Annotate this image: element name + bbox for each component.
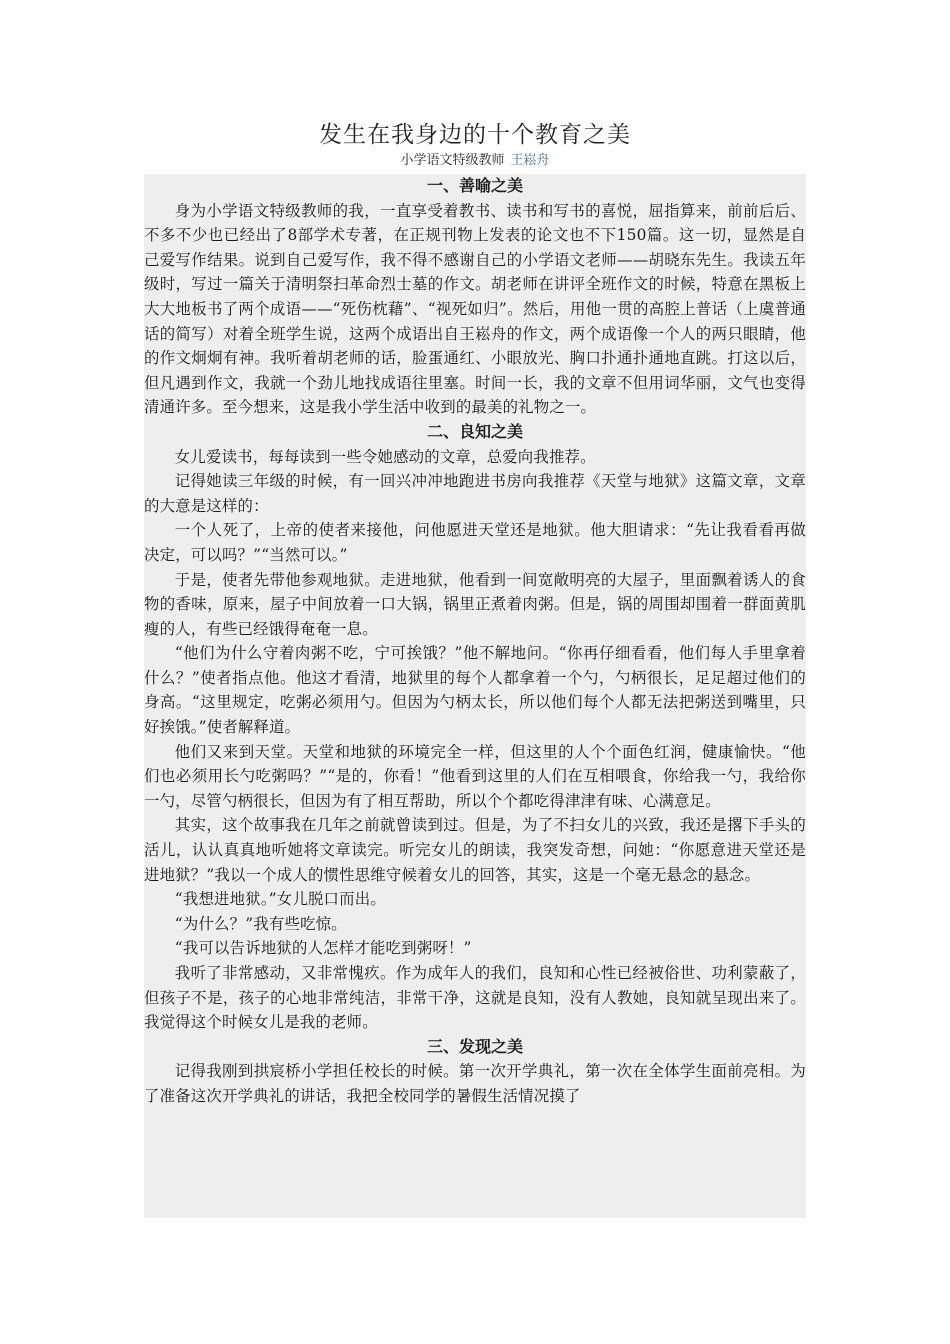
section-2-paragraph: 记得她读三年级的时候，有一回兴冲冲地跑进书房向我推荐《天堂与地狱》这篇文章，文章的大意是这样的： (144, 472, 806, 515)
section-2-paragraph: 女儿爱读书，每每读到一些令她感动的文章，总爱向我推荐。 (174, 447, 596, 466)
article-body (144, 174, 806, 1218)
byline (0, 151, 950, 171)
section-2-paragraph: 于是，使者先带他参观地狱。走进地狱，他看到一间宽敞明亮的大屋子，里面飘着诱人的食物的香味，原来，屋子中间放着一口大锅，锅里正煮着肉粥。但是，锅的周围却围着一群面黄肌瘦的人，有些已经饿得奄奄一息。 (144, 570, 806, 638)
section-3-paragraph: 记得我刚到拱宸桥小学担任校长的时候。第一次开学典礼，第一次在全体学生面前亮相。为了准备这次开学典礼的讲话，我把全校同学的暑假生活情况摸了 (144, 1062, 806, 1105)
section-2-paragraph: “我想进地狱。”女儿脱口而出。 (174, 890, 386, 909)
section-2-paragraph: 我听了非常感动，又非常愧疚。作为成年人的我们，良知和心性已经被俗世、功利蒙蔽了，但孩子不是，孩子的心地非常纯洁，非常干净，这就是良知，没有人教她，良知就呈现出来了。我觉得这个时候女儿是我的老师。 (144, 964, 806, 1032)
author-name: 王崧舟 (510, 153, 550, 168)
section-heading-2: 二、良知之美 (426, 421, 523, 441)
section-2-paragraph: 一个人死了，上帝的使者来接他，问他愿进天堂还是地狱。他大胆请求：“先让我看看再做决定，可以吗？”“当然可以。” (144, 521, 806, 564)
document-title: 发生在我身边的十个教育之美 (319, 122, 631, 148)
section-2-paragraph: “我可以告诉地狱的人怎样才能吃到粥呀！” (174, 939, 472, 958)
section-2-paragraph: “他们为什么守着肉粥不吃，宁可挨饿？”他不解地问。“你再仔细看看，他们每人手里拿着什么？”使者指点他。他这才看清，地狱里的每个人都拿着一个勺，勺柄很长，足足超过他们的身高。“这里规定，吃粥必须用勺。但因为勺柄太长，所以他们每个人都无法把粥送到嘴里，只好挨饿。”使者解释道。 (144, 644, 806, 737)
section-2-paragraph: 他们又来到天堂。天堂和地狱的环境完全一样，但这里的人个个面色红润，健康愉快。“他们也必须用长勺吃粥吗？”“是的，你看！”他看到这里的人们在互相喂食，你给我一勺，我给你一勺，尽管勺柄很长，但因为有了相互帮助，所以个个都吃得津津有味、心满意足。 (144, 742, 806, 810)
section-heading-1: 一、善喻之美 (426, 176, 523, 195)
section-heading-3: 三、发现之美 (426, 1036, 523, 1056)
author-role: 小学语文特级教师 (400, 153, 505, 168)
section-1-paragraph: 身为小学语文特级教师的我，一直享受着教书、读书和写书的喜悦，屈指算来，前前后后、不多不少也已经出了8部学术专著，在正规刊物上发表的论文也不下150篇。这一切，显然是自己爱写作结果。说到自己爱写作，我不得不感谢自己的小学语文老师——胡晓东先生。我读五年级时，写过一篇关于清明祭扫革命烈士墓的作文。胡老师在讲评全班作文的时候，特意在黑板上大大地板书了两个成语——“死伤枕藉”、“视死如归”。然后，用他一贯的高腔上普话（上虞普通话的简写）对着全班学生说，这两个成语出自王崧舟的作文，两个成语像一个人的两只眼睛，他的作文炯炯有神。我听着胡老师的话，脸蛋通红、小眼放光、胸口扑通扑通地直跳。打这以后，但凡遇到作文，我就一个劲儿地找成语往里塞。时间一长，我的文章不但用词华丽，文气也变得清通许多。至今想来，这是我小学生活中收到的最美的礼物之一。 (144, 201, 806, 417)
section-2-paragraph: 其实，这个故事我在几年之前就曾读到过。但是，为了不扫女儿的兴致，我还是撂下手头的活儿，认认真真地听她将文章读完。听完女儿的朗读，我突发奇想，问她：“你愿意进天堂还是进地狱？”我以一个成人的惯性思维守候着女儿的回答，其实，这是一个毫无悬念的悬念。 (144, 816, 806, 884)
section-2-paragraph: “为什么？”我有些吃惊。 (174, 914, 347, 933)
